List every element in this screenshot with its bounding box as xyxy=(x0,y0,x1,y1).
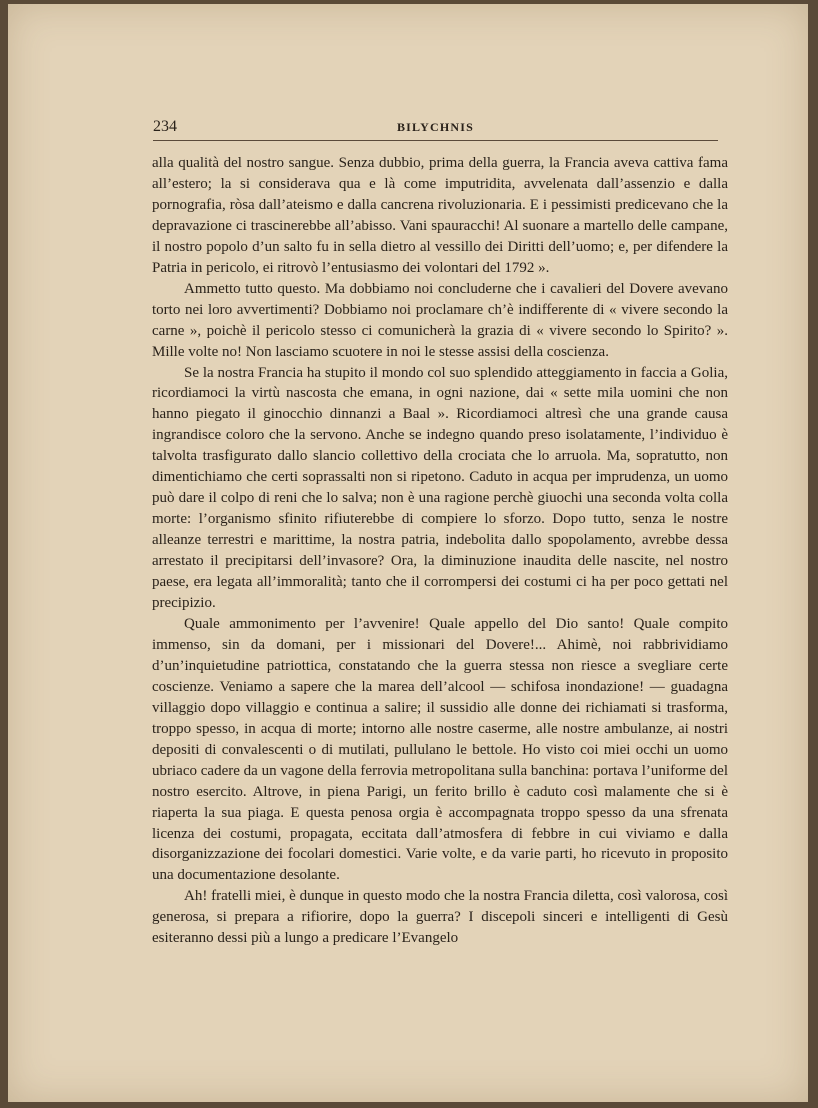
page-number: 234 xyxy=(153,118,177,135)
paragraph-4: Quale ammonimento per l’avvenire! Quale appello del Dio santo! Quale compito immenso, sin da domani, per i missionari del Dovere!... Ahimè, noi rabbrividiamo d’un’inquietudine patriottica, constatando che la guerra stessa non riesce a svegliare certe coscienze. Veniamo a sapere che la marea dell’alcool — schifosa inondazione! — guadagna villaggio dopo villaggio e continua a salire; il sussidio alle donne dei richiamati si trasforma, troppo spesso, in acqua di morte; intorno alle nostre caserme, alle nostre ambulanze, ai nostri depositi di convalescenti o di mutilati, pullulano le bettole. Ho visto coi miei occhi un uomo ubriaco cadere da un vagone della ferrovia metropolitana sulla banchina: portava l’uniforme del nostro esercito. Altrove, in piena Parigi, un ferito brillo è caduto così malamente che si è riaperta la sua piaga. E questa penosa orgia è accompagnata troppo spesso da una sfrenata licenza dei costumi, propagata, eccitata dall’atmosfera di febbre in cui viviamo e dalla disorganizzazione dei focolari domestici. Varie volte, e da varie parti, ho ricevuto in proposito una documentazione desolante. xyxy=(152,615,728,884)
paragraph-1: alla qualità del nostro sangue. Senza dubbio, prima della guerra, la Francia aveva cattiva fama all’estero; la si considerava qua e là come imputridita, avvelenata dall’assenzio e dalla pornografia, ròsa dall’ateismo e dalla cancrena rivoluzionaria. E i pessimisti predicevano che la depravazione ci trascinerebbe all’abisso. Vani spauracchi! Al suonare a martello delle campane, il nostro popolo d’un salto fu in sella dietro al vessillo dei Diritti dell’uomo; e, per difendere la Patria in pericolo, ei ritrovò l’entusiasmo dei volontari del 1792 ». xyxy=(152,155,728,276)
paragraph-3: Se la nostra Francia ha stupito il mondo col suo splendido atteggiamento in faccia a Golia, ricordiamoci la virtù nascosta che emana, in ogni nazione, dai « sette mila uomini che non hanno piegato il ginocchio dinnanzi a Baal ». Ricordiamoci altresì che una grande causa ingrandisce coloro che la servono. Anche se indegno quando preso isolatamente, l’individuo è talvolta trasfigurato dallo slancio collettivo della crociata che lo arruola. Ma, sopratutto, non dimentichiamo che certi soprassalti non si ripetono. Caduto in acqua per imprudenza, un uomo può dare il colpo di reni che lo salva; non è una ragione perchè giuochi una seconda volta colla morte: l’organismo sfinito rifiuterebbe di compiere lo sforzo. Dopo tutto, senza le nostre alleanze terrestri e marittime, la nostra patria, indebolita dallo spopolamento, avrebbe dessa arrestato il precipitarsi dell’invasore? Ora, la diminuzione inaudita delle nascite, nel nostro paese, era legata all’immoralità; tanto che il corrompersi dei costumi ci ha per poco gettati nel precipizio. xyxy=(152,364,728,612)
body-text xyxy=(152,153,728,949)
paragraph-2: Ammetto tutto questo. Ma dobbiamo noi concluderne che i cavalieri del Dovere avevano torto nei loro avvertimenti? Dobbiamo noi proclamare ch’è indifferente di « vivere secondo la carne », poichè il pericolo stesso ci comunicherà la grazia di « vivere secondo lo Spirito? ». Mille volte no! Non lasciamo scuotere in noi le stesse assisi della coscienza. xyxy=(152,280,728,360)
page-header xyxy=(153,118,718,141)
running-title: BILYCHNIS xyxy=(396,120,475,134)
paragraph-5: Ah! fratelli miei, è dunque in questo modo che la nostra Francia diletta, così valorosa, così generosa, si prepara a rifiorire, dopo la guerra? I discepoli sinceri e intelligenti di Gesù esiteranno dessi più a lungo a predicare l’Evangelo xyxy=(152,888,728,947)
